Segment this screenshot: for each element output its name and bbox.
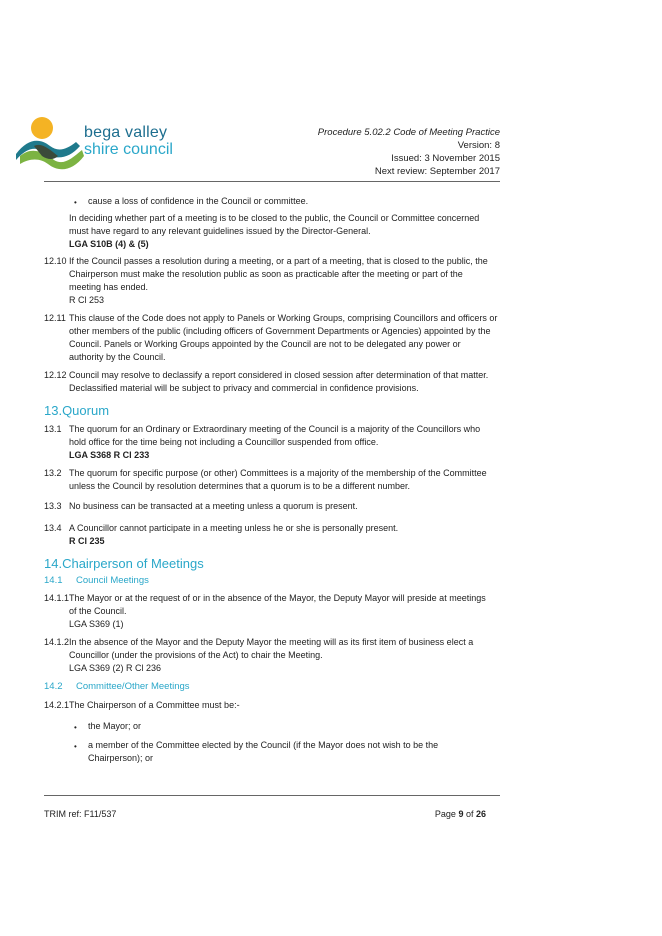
bullet-dot: • xyxy=(74,723,77,732)
header-info xyxy=(318,126,500,178)
clause-text: This clause of the Code does not apply to Panels or Working Groups, comprising Councillors and officers or other members of the public (including officers of Government Departments or Agencies) appointed by the Council. Panels or Working Groups appointed by the Council are not to be delegated any power or authority by the Council. xyxy=(69,313,498,362)
clause-number: 12.11 xyxy=(44,313,66,323)
clause-number: 13.1 xyxy=(44,424,62,434)
legal-reference: LGA S10B (4) & (5) xyxy=(69,239,149,249)
paragraph: In deciding whether part of a meeting is to be closed to the public, the Council or Committee concerned must have regard to any relevant guidelines issued by the Director-General. LGA S10B (4) & (5) xyxy=(69,213,480,249)
page-number: Page 9 of 26 xyxy=(434,809,486,819)
logo-sun xyxy=(31,117,53,139)
clause-number: 14.1.1 xyxy=(44,593,70,603)
section-heading: 14.Chairperson of Meetings xyxy=(44,556,204,571)
clause-text: The Mayor or at the request of or in the absence of the Mayor, the Deputy Mayor will preside at meetings of the Council. LGA S369 (1) xyxy=(69,593,486,629)
trim-reference: TRIM ref: F11/537 xyxy=(44,809,117,819)
legal-reference: LGA S369 (1) xyxy=(69,619,124,629)
clause-number: 13.2 xyxy=(44,468,62,478)
clause-number: 13.3 xyxy=(44,501,62,511)
clause-number: 14.2.1 xyxy=(44,700,70,710)
clause-text: A Councillor cannot participate in a meeting unless he or she is personally present. R Cl 235 xyxy=(69,523,399,546)
clause-number: 12.10 xyxy=(44,256,67,266)
doc-next-review: Next review: September 2017 xyxy=(374,166,500,177)
logo-text-line1: bega valley xyxy=(84,124,168,141)
clause-number: 13.4 xyxy=(44,523,62,533)
subsection-heading: Committee/Other Meetings xyxy=(76,681,190,692)
clause-number: 14.1.2 xyxy=(44,637,70,647)
legal-reference: LGA S369 (2) R Cl 236 xyxy=(69,663,162,673)
section-heading: 13.Quorum xyxy=(44,403,110,418)
clause-text: Council may resolve to declassify a report considered in closed session after determination of that matter. Declassified material will be subject to privacy and commercial in confidence provisions. xyxy=(69,370,489,393)
bullet-text: the Mayor; or xyxy=(88,721,142,731)
clause-text: In the absence of the Mayor and the Deputy Mayor the meeting will as its first item of business elect a Councillor (under the provisions of the Act) to chair the Meeting. LGA S369 (2) R Cl 236 xyxy=(69,637,474,673)
legal-reference: R Cl 253 xyxy=(69,295,105,305)
clause-text: The quorum for an Ordinary or Extraordinary meeting of the Council is a majority of the Councillors who hold office for the time being not including a Councillor suspended from office. LGA S368 R Cl 233 xyxy=(69,424,481,460)
doc-version: Version: 8 xyxy=(457,140,500,151)
doc-title: Procedure 5.02.2 Code of Meeting Practice xyxy=(317,127,500,138)
header-rule xyxy=(44,181,500,182)
legal-reference: R Cl 235 xyxy=(69,536,105,546)
subsection-heading: Council Meetings xyxy=(76,575,149,586)
bullet-text: a member of the Committee elected by the Council (if the Mayor does not wish to be the Chairperson); or xyxy=(88,740,439,763)
legal-reference: LGA S368 R Cl 233 xyxy=(69,450,150,460)
clause-text: The Chairperson of a Committee must be:- xyxy=(69,700,240,710)
clause-text: No business can be transacted at a meeting unless a quorum is present. xyxy=(69,501,358,511)
clause-text: The quorum for specific purpose (or other) Committees is a majority of the membership of the Committee unless the Council by resolution determines that a quorum is to be a different number. xyxy=(69,468,487,491)
bullet-dot: • xyxy=(74,198,77,207)
clause-text: If the Council passes a resolution during a meeting, or a part of a meeting, that is closed to the public, the Chairperson must make the resolution public as soon as practicable after the meeting or part of the meeting has ended. R Cl 253 xyxy=(69,256,488,305)
subsection-number: 14.2 xyxy=(44,681,63,692)
bullet-dot: • xyxy=(74,742,77,751)
subsection-number: 14.1 xyxy=(44,575,63,586)
clause-number: 12.12 xyxy=(44,370,67,380)
bullet-text: cause a loss of confidence in the Council or committee. xyxy=(88,196,309,206)
footer-rule xyxy=(44,795,500,796)
logo-text-line2: shire council xyxy=(84,141,173,158)
doc-issued: Issued: 3 November 2015 xyxy=(391,153,500,164)
